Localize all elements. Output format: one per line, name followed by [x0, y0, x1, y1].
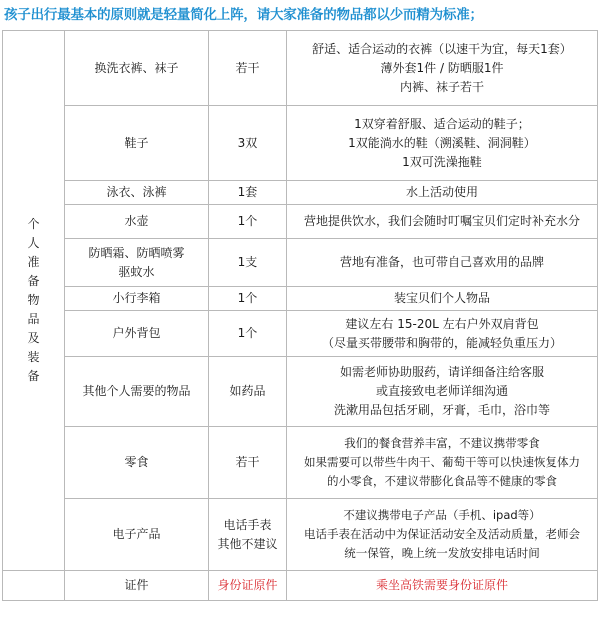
desc-cell — [287, 239, 598, 287]
qty-cell: 1套 — [209, 181, 287, 205]
desc-line: 电话手表在活动中为保证活动安全及活动质量，老师会 — [304, 527, 580, 541]
qty-cell: 若干 — [209, 427, 287, 499]
table-row — [3, 427, 598, 499]
desc-cell — [287, 205, 598, 239]
item-cell: 换洗衣裤、袜子 — [65, 31, 209, 106]
item-cell: 泳衣、泳裤 — [65, 181, 209, 205]
item-cell: 防晒霜、防晒喷雾 驱蚊水 — [65, 239, 209, 287]
category-char: 备 — [27, 369, 40, 383]
category-char: 准 — [27, 255, 40, 269]
desc-line: 或直接致电老师详细沟通 — [375, 384, 508, 398]
item-cell: 证件 — [65, 571, 209, 601]
table-row — [3, 31, 598, 106]
desc-cell — [287, 106, 598, 181]
table-row — [3, 106, 598, 181]
qty-cell: 如药品 — [209, 357, 287, 427]
desc-cell — [287, 311, 598, 357]
item-cell: 电子产品 — [65, 499, 209, 571]
category-char: 备 — [27, 274, 40, 288]
desc-line: 统一保管，晚上统一发放安排电话时间 — [344, 546, 540, 560]
table-row — [3, 499, 598, 571]
desc-line: 不建议携带电子产品（手机、ipad等） — [343, 508, 541, 522]
category-char: 品 — [27, 312, 40, 326]
table-row — [3, 287, 598, 311]
category-char: 物 — [27, 293, 40, 307]
qty-cell: 1个 — [209, 287, 287, 311]
desc-line: 薄外套1件 / 防晒服1件 — [380, 60, 504, 75]
desc-cell — [287, 357, 598, 427]
desc-line: 装宝贝们个人物品 — [393, 291, 490, 305]
page-heading: 孩子出行最基本的原则就是轻量简化上阵，请大家准备的物品都以少而精为标准； — [4, 7, 483, 23]
table-row — [3, 239, 598, 287]
table-row — [3, 181, 598, 205]
desc-cell — [287, 31, 598, 106]
qty-cell: 若干 — [209, 31, 287, 106]
desc-line: 建议左右 15-20L 左右户外双肩背包 — [345, 316, 539, 331]
desc-cell — [287, 499, 598, 571]
desc-line: 舒适、适合运动的衣裤（以速干为宜，每天1套） — [312, 41, 572, 56]
table-row-id-documents — [3, 571, 598, 601]
category-char: 装 — [27, 350, 40, 364]
desc-cell — [287, 427, 598, 499]
qty-cell: 1个 — [209, 205, 287, 239]
desc-line: 内裤、袜子若干 — [399, 79, 484, 94]
desc-line: 1双穿着舒服、适合运动的鞋子； — [354, 116, 530, 131]
item-cell: 零食 — [65, 427, 209, 499]
qty-cell: 1支 — [209, 239, 287, 287]
desc-line: 的小零食，不建议带膨化食品等不健康的零食 — [327, 474, 557, 488]
packing-list-table — [2, 30, 598, 601]
desc-line: 如果需要可以带些牛肉干、葡萄干等可以快速恢复体力 — [304, 455, 580, 469]
category-char: 个 — [27, 217, 40, 231]
category-cell-empty — [3, 571, 65, 601]
desc-line: 1双可洗澡拖鞋 — [402, 154, 482, 169]
table-row — [3, 205, 598, 239]
desc-line: 水上活动使用 — [405, 185, 478, 199]
desc-cell — [287, 181, 598, 205]
item-cell: 小行李箱 — [65, 287, 209, 311]
desc-line: 如需老师协助服药，请详细备注给客服 — [339, 365, 544, 379]
desc-line: 洗漱用品包括牙刷，牙膏，毛巾，浴巾等 — [333, 403, 550, 417]
desc-line: 营地提供饮水，我们会随时叮嘱宝贝们定时补充水分 — [303, 214, 580, 228]
item-cell: 其他个人需要的物品 — [65, 357, 209, 427]
item-cell: 鞋子 — [65, 106, 209, 181]
desc-line: 我们的餐食营养丰富，不建议携带零食 — [344, 436, 540, 450]
table-row — [3, 357, 598, 427]
item-cell: 户外背包 — [65, 311, 209, 357]
category-char: 人 — [27, 236, 40, 250]
desc-line: 营地有准备，也可带自己喜欢用的品牌 — [339, 255, 544, 269]
desc-line: 1双能淌水的鞋（溯溪鞋、洞洞鞋） — [348, 135, 536, 150]
desc-cell — [287, 287, 598, 311]
category-cell — [3, 31, 65, 571]
qty-cell-highlight: 身份证原件 — [209, 571, 287, 601]
desc-cell-highlight: 乘坐高铁需要身份证原件 — [287, 571, 598, 601]
item-cell: 水壶 — [65, 205, 209, 239]
qty-cell: 1个 — [209, 311, 287, 357]
qty-cell: 3双 — [209, 106, 287, 181]
qty-cell: 电话手表 其他不建议 — [209, 499, 287, 571]
category-char: 及 — [27, 331, 40, 345]
desc-line: （尽量买带腰带和胸带的，能减轻负重压力） — [321, 335, 562, 350]
table-row — [3, 311, 598, 357]
